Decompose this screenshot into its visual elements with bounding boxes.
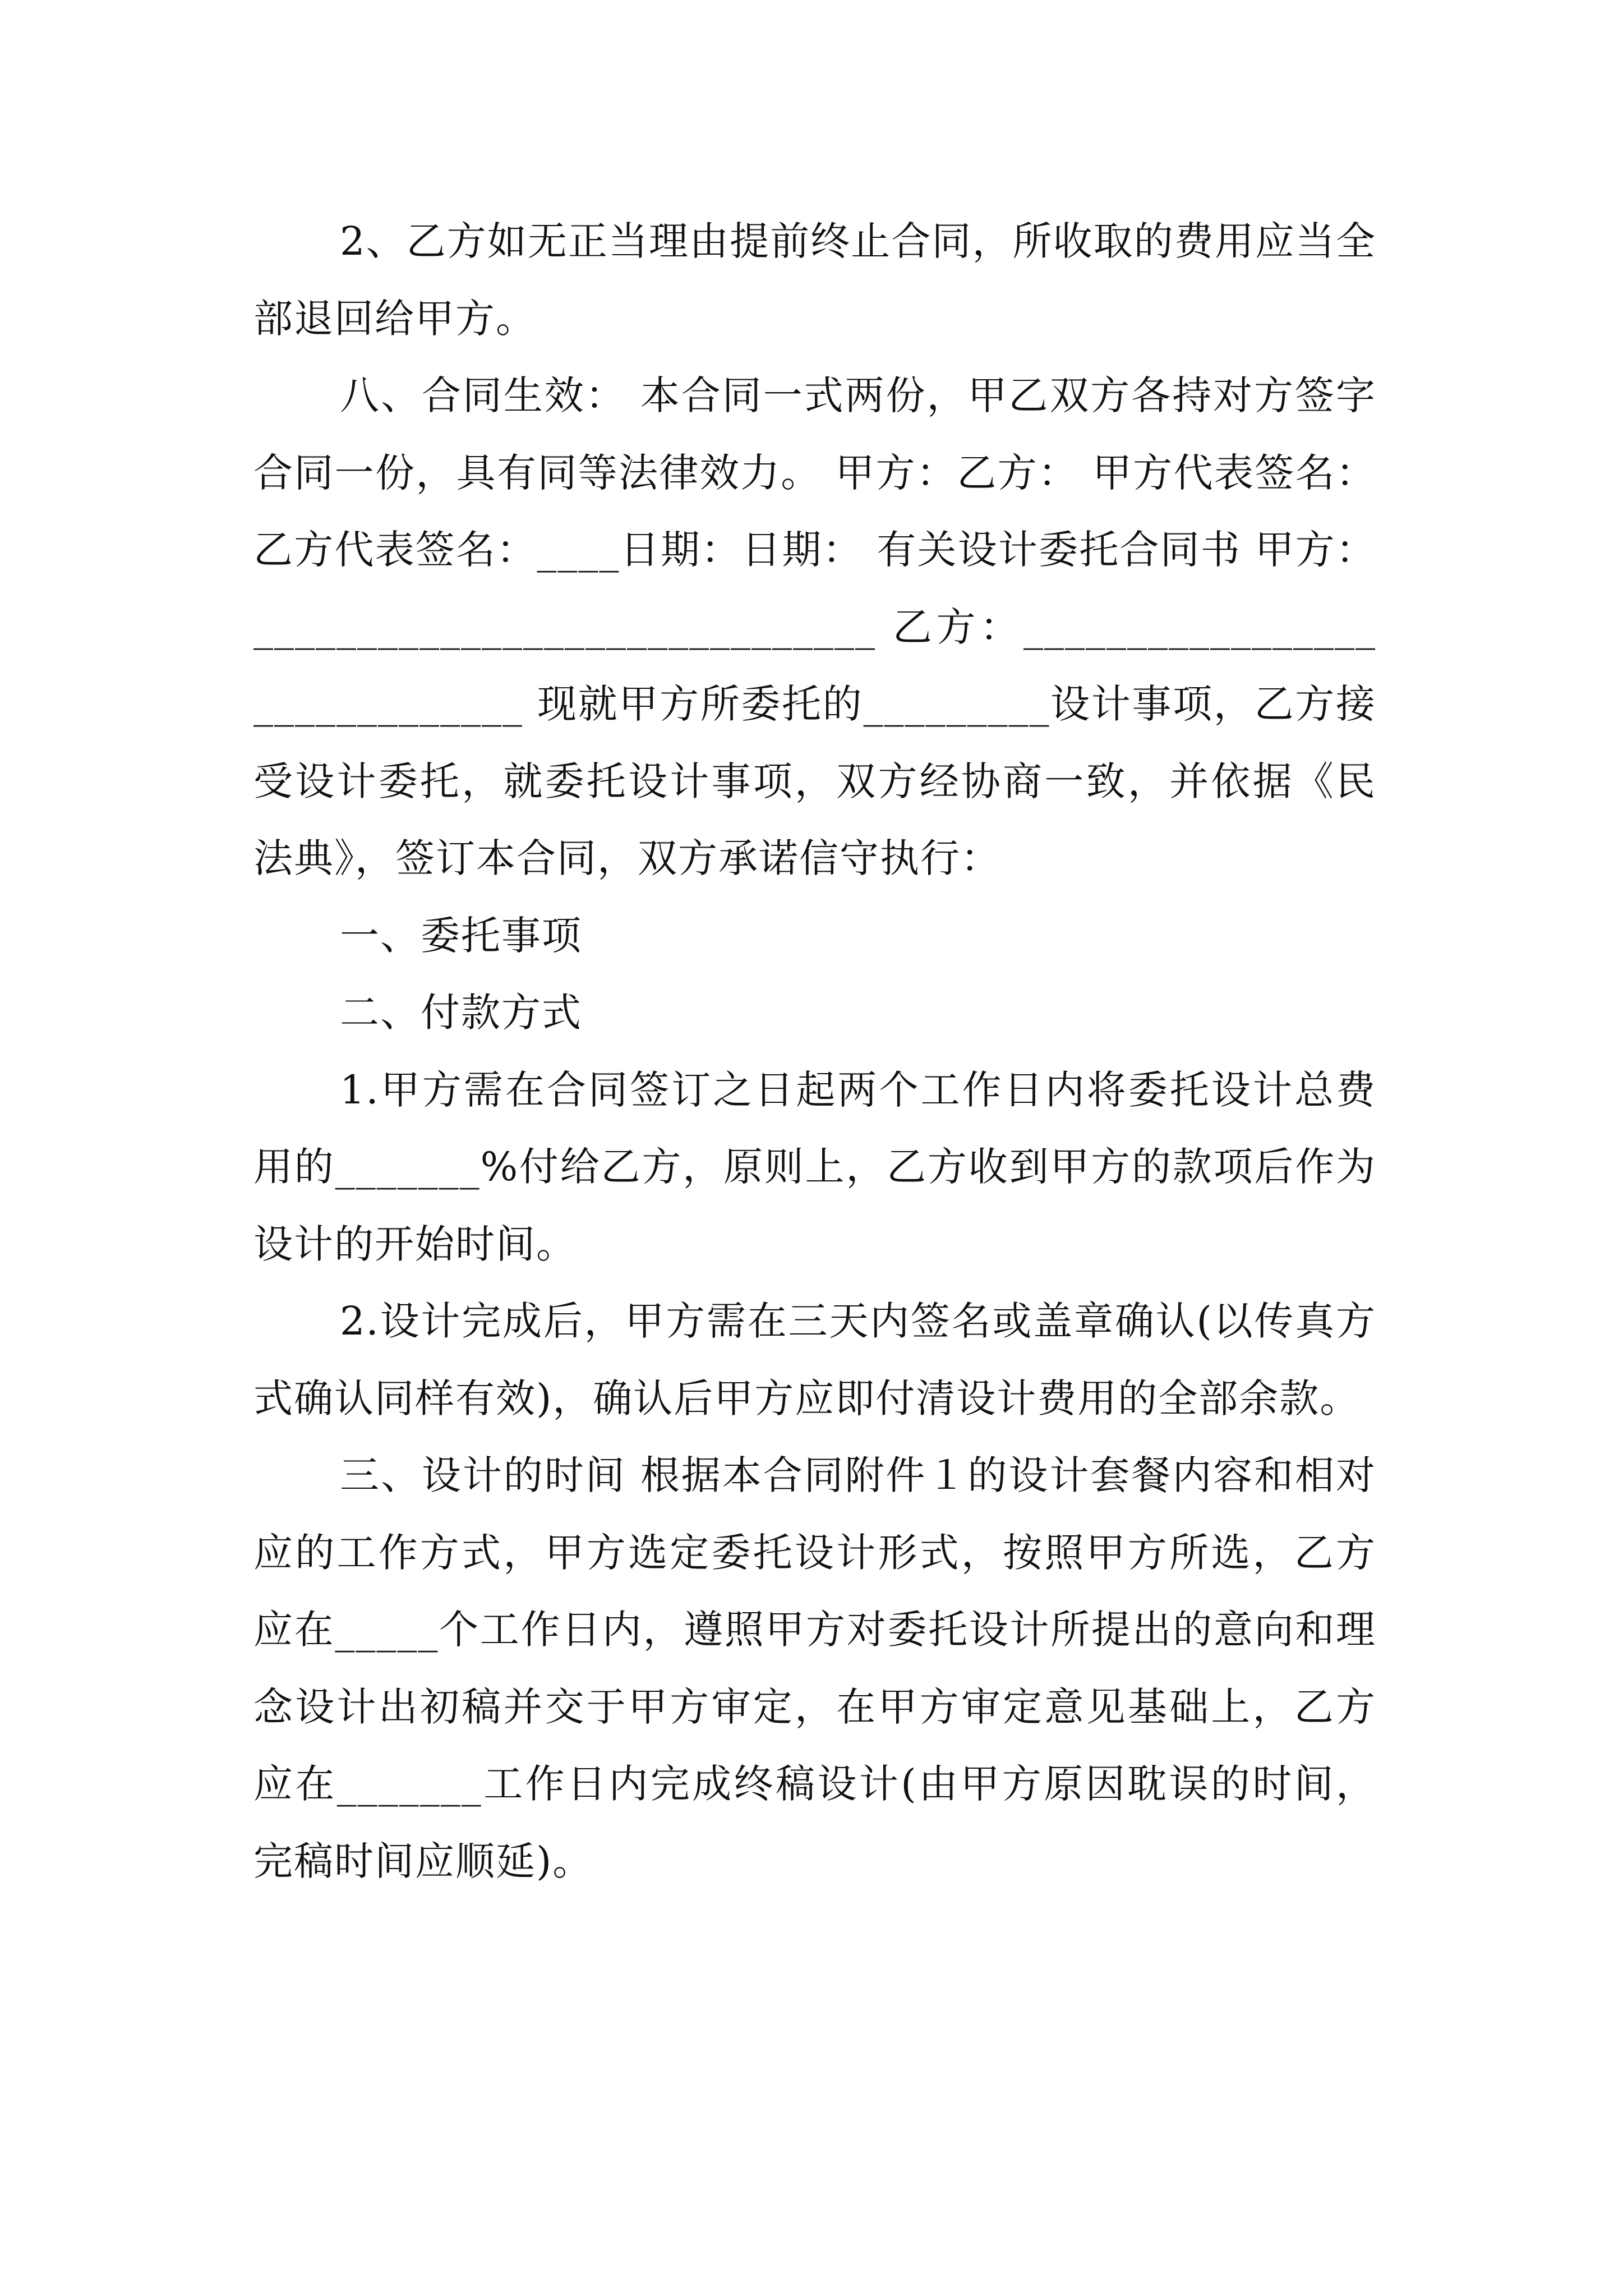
paragraph-payment-clause-2: 2.设计完成后，甲方需在三天内签名或盖章确认(以传真方式确认同样有效)，确认后甲方应即付清设计费用的全部余款。 <box>253 1298 1376 1421</box>
paragraph-contract-effect: 八、合同生效： 本合同一式两份，甲乙双方各持对方签字合同一份，具有同等法律效力。 甲方：乙方： 甲方代表签名：乙方代表签名：____日期：日期： 有关设计委托合同书 甲方：______________________________ 乙方：______________________________ 现就甲方所委托的_________设计事项，乙方接受设计委托，就委托设计事项，双方经协商一致，并依据《民法典》，签订本合同，双方承诺信守执行： <box>253 372 1376 881</box>
paragraph-payment-clause-1: 1.甲方需在合同签订之日起两个工作日内将委托设计总费用的_______%付给乙方，原则上，乙方收到甲方的款项后作为设计的开始时间。 <box>253 1066 1376 1267</box>
heading-payment-method: 二、付款方式 <box>340 990 582 1036</box>
heading-entrusted-matters: 一、委托事项 <box>340 912 582 959</box>
paragraph-early-termination: 2、乙方如无正当理由提前终止合同，所收取的费用应当全部退回给甲方。 <box>253 218 1376 342</box>
document-page <box>253 203 1376 1900</box>
paragraph-design-time: 三、设计的时间 根据本合同附件１的设计套餐内容和相对应的工作方式，甲方选定委托设计形式，按照甲方所选，乙方应在_____个工作日内，遵照甲方对委托设计所提出的意向和理念设计出初稿并交于甲方审定，在甲方审定意见基础上，乙方应在_______工作日内完成终稿设计(由甲方原因耽误的时间，完稿时间应顺延)。 <box>253 1452 1376 1884</box>
